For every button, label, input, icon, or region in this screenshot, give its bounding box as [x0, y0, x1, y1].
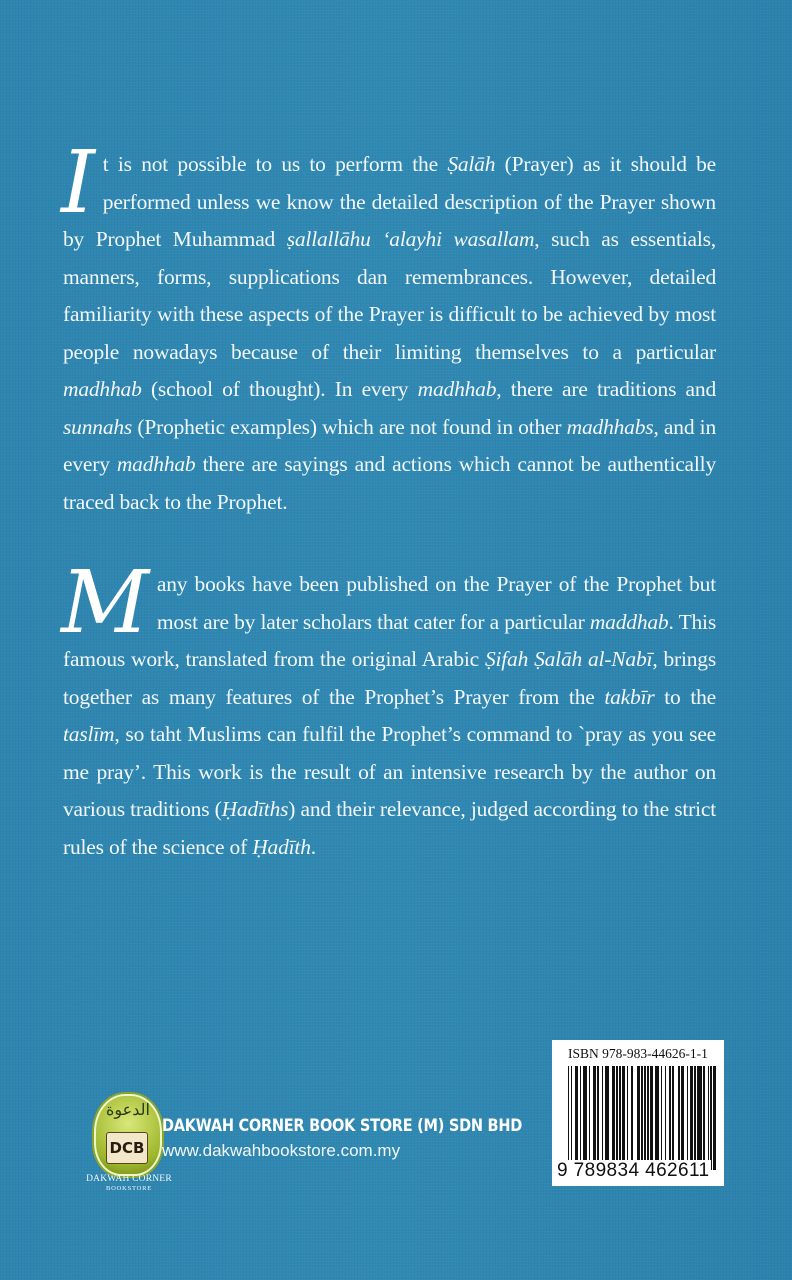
text-run: , and in every [63, 414, 716, 476]
logo-wordmark [82, 1174, 176, 1194]
text-run: . [310, 834, 316, 859]
barcode-gap [716, 1066, 717, 1170]
text-run: , brings together as many features of the Prophet’s Prayer from the [63, 647, 716, 709]
text-run: t is not possible to us to perform the [102, 152, 448, 176]
italic-term: madhhab [63, 377, 142, 401]
italic-term: Ḥadīth [252, 834, 311, 859]
text-run: ) and their relevance, judged according to the strict rules of the science of [63, 797, 716, 859]
dropcap-letter: M [61, 553, 149, 653]
logo-wordmark-line1: DAKWAH CORNER [86, 1174, 172, 1184]
italic-term: madhhabs [566, 414, 654, 439]
italic-term: sunnahs [63, 414, 133, 439]
isbn-label: ISBN 978-983-44626-1-1 [568, 1046, 708, 1061]
italic-term: ṣallallāhu ‘alayhi wasallam [286, 227, 535, 251]
text-run: to the [654, 684, 716, 709]
text-run: , such as essentials, manners, forms, supplications dan remembrances. However, detailed familiarity with these aspects of the Prayer is difficult to be achieved by most people nowadays because of their limiting themselves to a particular [63, 227, 716, 364]
blurb-paragraph-2 [61, 553, 716, 866]
paragraph-body [63, 572, 716, 859]
text-run: there are sayings and actions which cannot be authentically traced back to the Prophet. [63, 452, 716, 514]
paragraph-body [63, 152, 716, 514]
text-run: (Prayer) as it should be performed unless we know the detailed description of the Prayer shown by Prophet Muhammad [63, 152, 716, 251]
publisher-logo [88, 1092, 170, 1192]
italic-term: maddhab [589, 609, 669, 634]
text-run: any books have been published on the Prayer of the Prophet but most are by later scholars that cater for a particular [156, 572, 716, 634]
barcode-digits-text: 9 789834 462611 [557, 1160, 710, 1181]
barcode-bars [568, 1066, 718, 1170]
dropcap-letter: I [61, 133, 95, 233]
text-run: (Prophetic examples) which are not found in other [132, 414, 567, 439]
arabic-calligraphy: الدعوة [106, 1100, 150, 1119]
text-run: (school of thought). In every [141, 377, 418, 401]
logo-wordmark-line2: BOOKSTORE [105, 1185, 153, 1192]
italic-term: taslīm [63, 722, 115, 746]
italic-term: madhhab [417, 377, 497, 401]
text-run: , so taht Muslims can fulfil the Prophet’s command to `pray as you see me pray’. This work is the result of an intensive research by the author on various traditions ( [63, 722, 716, 821]
text-run: . This famous work, translated from the original Arabic [63, 609, 716, 671]
italic-term: Ḥadīths [221, 797, 289, 821]
italic-term: Ṣalāh [447, 152, 496, 176]
italic-term: takbīr [604, 684, 655, 709]
italic-term: Ṣifah Ṣalāh al-Nabī [484, 647, 653, 671]
publisher-block [86, 1092, 523, 1202]
dcb-monogram: DCB [106, 1132, 148, 1164]
italic-term: madhhab [116, 452, 196, 476]
blurb-paragraph-1 [61, 133, 716, 521]
text-run: , there are traditions and [496, 377, 716, 401]
website-url: www.dakwahbookstore.com.my [162, 1141, 401, 1160]
isbn-barcode [552, 1040, 724, 1186]
company-name: DAKWAH CORNER BOOK STORE (M) SDN BHD [162, 1116, 523, 1135]
barcode-digits [556, 1160, 722, 1182]
